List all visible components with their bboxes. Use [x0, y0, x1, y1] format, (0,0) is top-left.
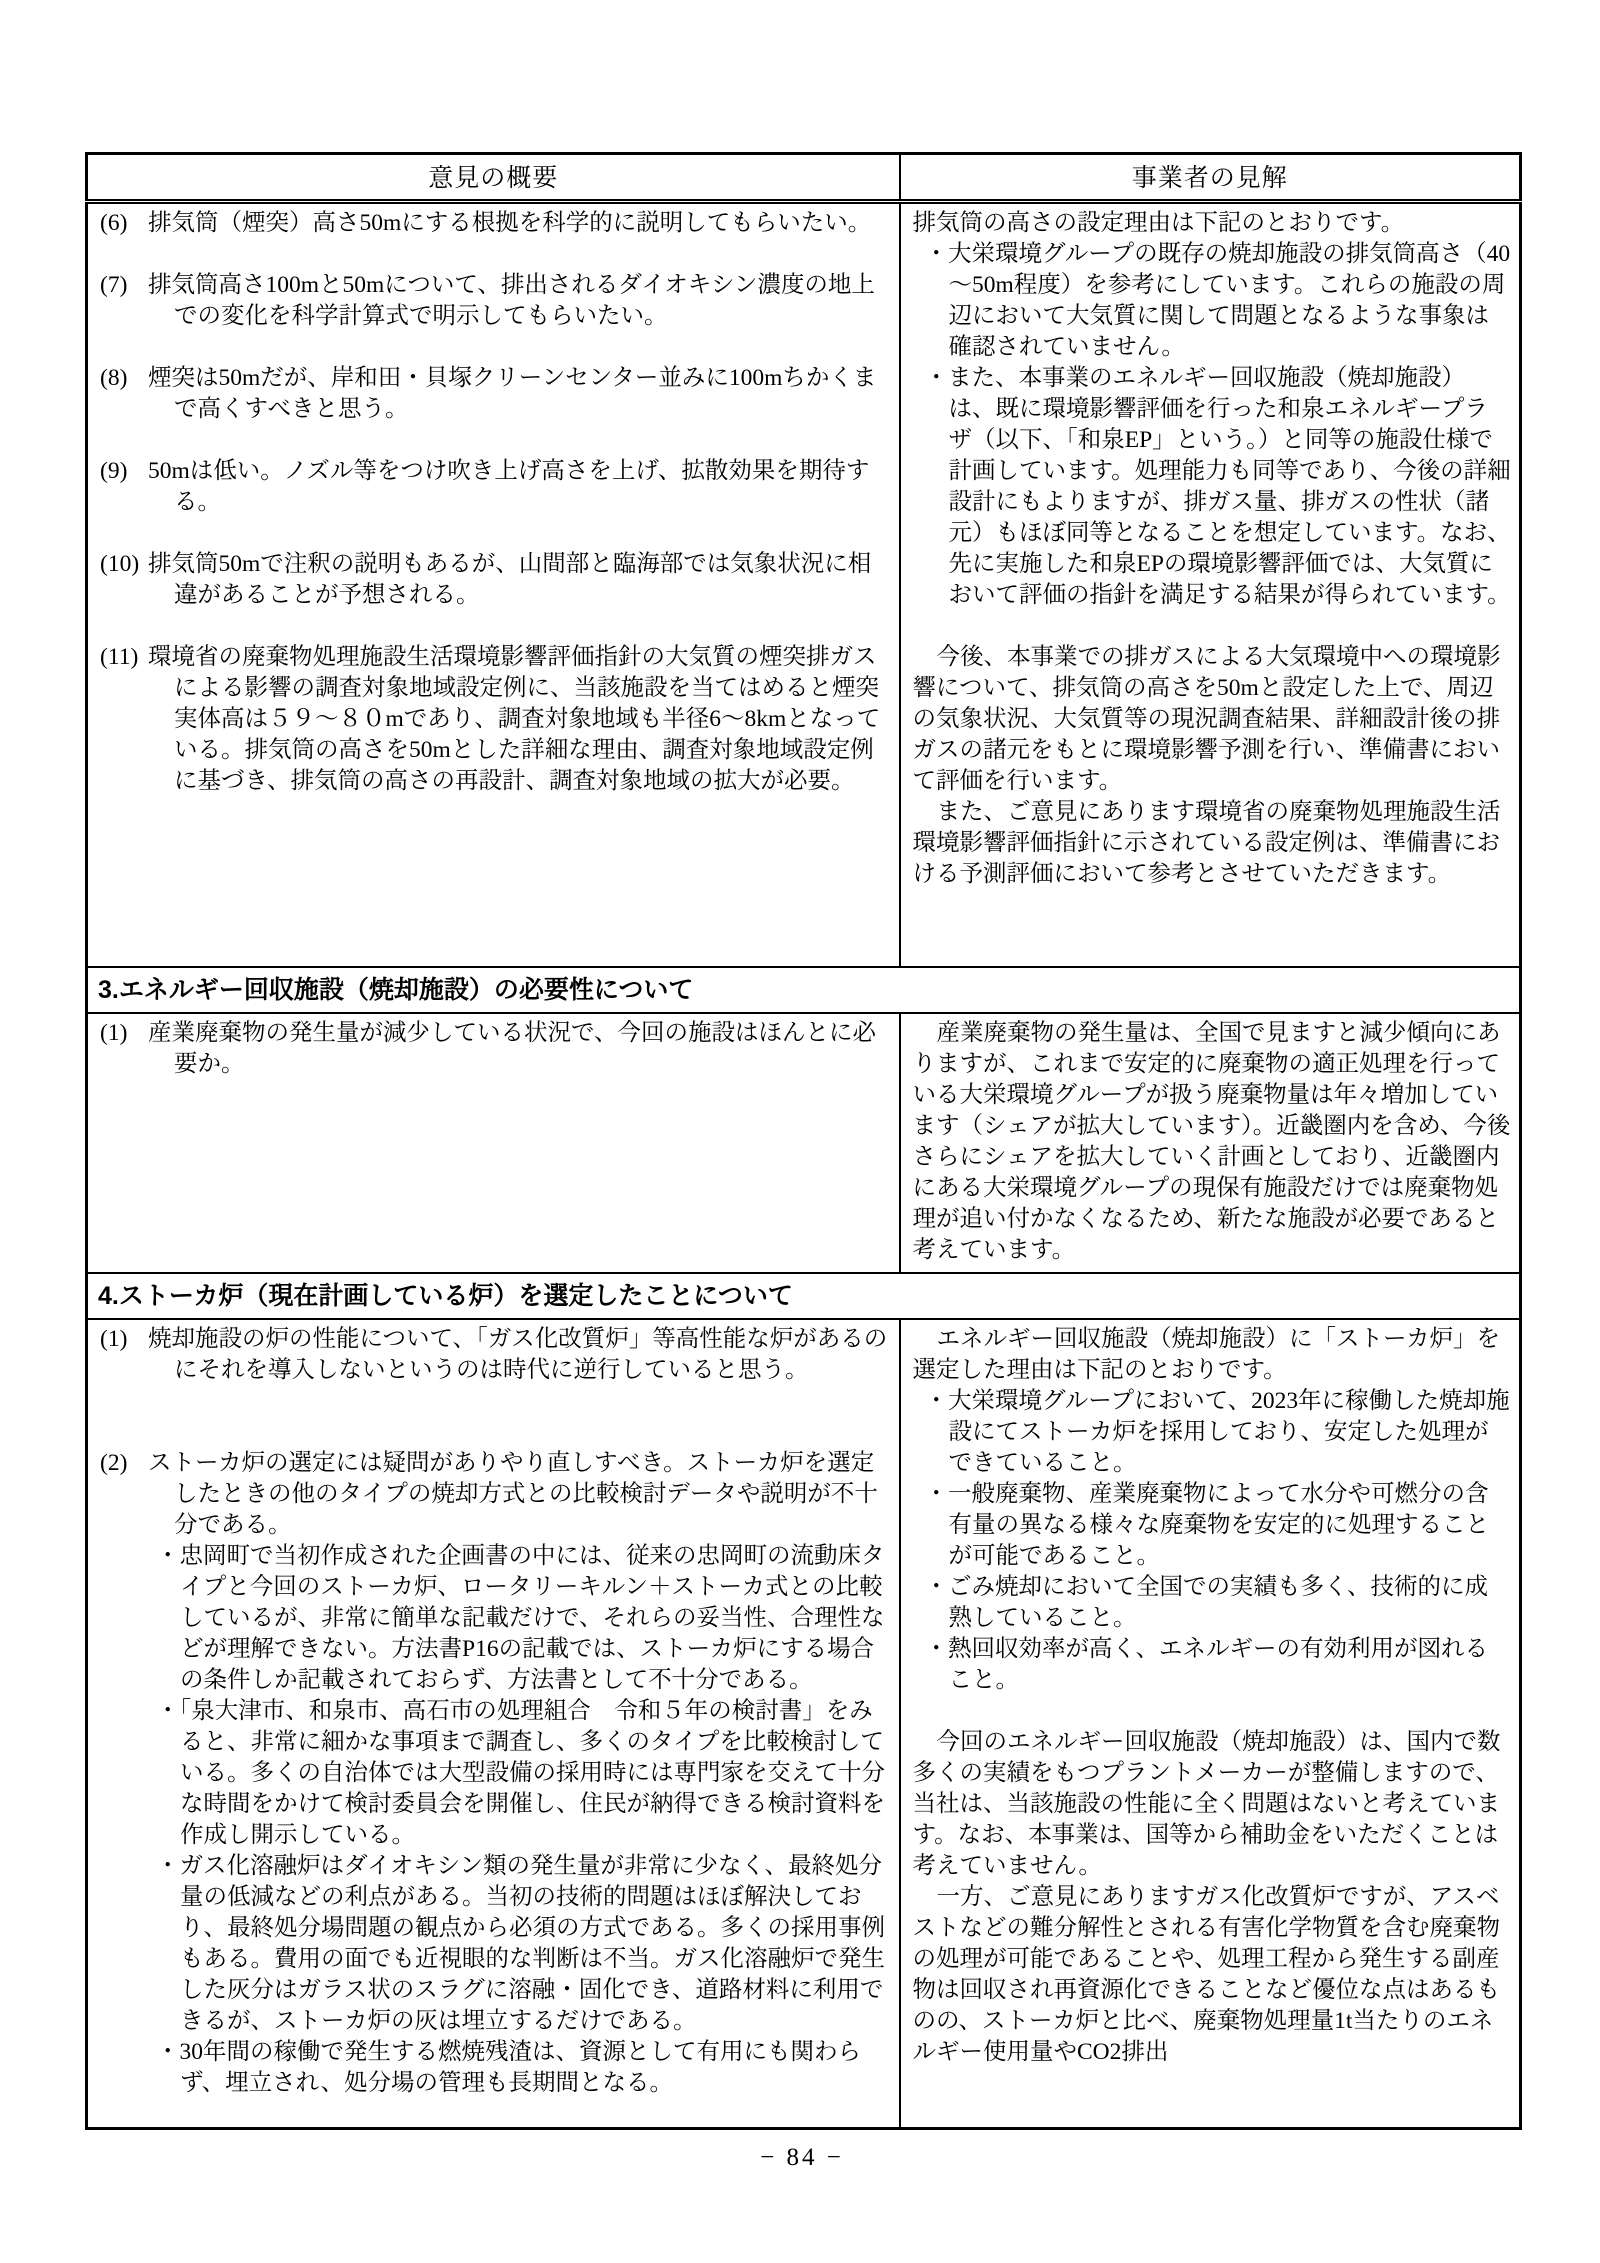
opinion-bullet-residue-landfill: ・30年間の稼働で発生する燃焼残渣は、資源として有用にも関わらず、埋立され、処分場の管理も長期間となる。 [156, 2038, 861, 2096]
opinion-item-furnace-2 [100, 1448, 891, 1541]
opinion-item-furnace-2-label: (2) [100, 1449, 128, 1476]
opinion-item-10-label: (10) [100, 551, 140, 577]
response-bullet-izumi-ep: ・また、本事業のエネルギー回収施設（焼却施設）は、既に環境影響評価を行った和泉エネルギープラザ（以下、「和泉EP」という。）と同等の施設仕様で計画しています。処理能力も同等であり、今後の詳細設計にもよりますが、排ガス量、排ガスの性状（諸元）もほぼ同等となることを想定しています。なお、先に実施した和泉EPの環境影響評価では、大気質において評価の指針を満足する結果が得られています。 [924, 365, 1511, 608]
opinion-item-9-label: (9) [100, 458, 128, 484]
opinion-cell-stack-height [87, 202, 900, 967]
response-bullet-existing-stacks: ・大栄環境グループの既存の焼却施設の排気筒高さ（40～50m程度）を参考にしています。これらの施設の周辺において大気質に関して問題となるような事象は確認されていません。 [924, 241, 1511, 360]
response-paragraph-plant-maker: 今回のエネルギー回収施設（焼却施設）は、国内で数多くの実績をもつプラントメーカーが整備しますので、当社は、当該施設の性能に全く問題はないと考えています。なお、本事業は、国等から補助金をいただくことは考えていません。 [912, 1728, 1501, 1879]
table-header-row [87, 154, 1521, 202]
opinion-item-11 [100, 642, 891, 797]
opinion-item-6-text: 排気筒（煙突）高さ50mにする根拠を科学的に説明してもらいたい。 [148, 210, 872, 236]
opinion-item-necessity-1 [100, 1018, 891, 1080]
response-bullet-various-waste: ・一般廃棄物、産業廃棄物によって水分や可燃分の含有量の異なる様々な廃棄物を安定的に処理することが可能であること。 [924, 1480, 1489, 1569]
opinion-bullet-tadaoka-plan: ・忠岡町で当初作成された企画書の中には、従来の忠岡町の流動床タイプと今回のストーカ炉、ロータリーキルン＋ストーカ式との比較しているが、非常に簡単な記載だけで、それらの妥当性、合理性などが理解できない。方法書P16の記載では、ストーカ炉にする場合の条件しか記載されておらず、方法書として不十分である。 [156, 1542, 885, 1693]
opinion-item-necessity-1-text: 産業廃棄物の発生量が減少している状況で、今回の施設はほんとに必要か。 [148, 1019, 877, 1077]
comment-response-table-grid [85, 152, 1522, 2130]
opinion-item-9 [100, 456, 891, 518]
opinion-cell-furnace-selection [87, 1319, 900, 2129]
response-cell-furnace-selection [900, 1319, 1521, 2129]
response-paragraph-gasification-comparison: 一方、ご意見にありますガス化改質炉ですが、アスベストなどの難分解性とされる有害化学物質を含む廃棄物の処理が可能であることや、処理工程から発生する副産物は回収され再資源化できることなど優位な点はあるものの、ストーカ炉と比べ、廃棄物処理量1t当たりのエネルギー使用量やCO2排出 [912, 1883, 1500, 2065]
opinion-item-8-label: (8) [100, 365, 128, 391]
response-cell-necessity [900, 1013, 1521, 1273]
response-cell-stack-height [900, 202, 1521, 967]
opinion-item-11-text: 環境省の廃棄物処理施設生活環境影響評価指針の大気質の煙突排ガスによる影響の調査対象地域設定例に、当該施設を当てはめると煙突実体高は５９～８０mであり、調査対象地域も半径6～8kmとなっている。排気筒の高さを50mとした詳細な理由、調査対象地域設定例に基づき、排気筒の高さの再設計、調査対象地域の拡大が必要。 [148, 644, 881, 794]
opinion-item-7 [100, 270, 891, 332]
column-header-operator-view: 事業者の見解 [900, 154, 1521, 202]
opinion-item-6 [100, 208, 891, 239]
opinion-item-6-label: (6) [100, 210, 128, 236]
column-header-opinion-summary: 意見の概要 [87, 154, 900, 202]
response-bullet-proven-technology: ・ごみ焼却において全国での実績も多く、技術的に成熟していること。 [924, 1573, 1489, 1631]
opinion-item-10-text: 排気筒50mで注釈の説明もあるが、山間部と臨海部では気象状況に相違があることが予想される。 [148, 551, 872, 608]
response-paragraph-intro: 排気筒の高さの設定理由は下記のとおりです。 [912, 210, 1405, 236]
comment-response-table [85, 152, 1519, 2130]
opinion-item-11-label: (11) [100, 644, 139, 670]
response-paragraph-necessity: 産業廃棄物の発生量は、全国で見ますと減少傾向にありますが、これまで安定的に廃棄物の適正処理を行っている大栄環境グループが扱う廃棄物量は年々増加しています（シェアが拡大しています）。近畿圏内を含め、今後さらにシェアを拡大していく計画としており、近畿圏内にある大栄環境グループの現保有施設だけでは廃棄物処理が追い付かなくなるため、新たな施設が必要であると考えています。 [912, 1019, 1511, 1263]
opinion-item-furnace-2-text: ストーカ炉の選定には疑問がありやり直しすべき。ストーカ炉を選定したときの他のタイプの焼却方式との比較検討データや説明が不十分である。 [148, 1449, 878, 1538]
opinion-bullet-gasification-melting: ・ガス化溶融炉はダイオキシン類の発生量が非常に少なく、最終処分量の低減などの利点がある。当初の技術的問題はほぼ解決しており、最終処分場問題の観点から必須の方式である。多くの採用事例もある。費用の面でも近視眼的な判断は不当。ガス化溶融炉で発生した灰分はガラス状のスラグに溶融・固化でき、道路材料に利用できるが、ストーカ炉の灰は埋立するだけである。 [156, 1852, 885, 2034]
opinion-item-7-label: (7) [100, 272, 128, 298]
table-row-stack-height [87, 202, 1521, 967]
opinion-item-10 [100, 549, 891, 611]
response-paragraph-future-assessment: 今後、本事業での排ガスによる大気環境中への環境影響について、排気筒の高さを50mと設定した上で、周辺の気象状況、大気質等の現況調査結果、詳細設計後の排ガスの諸元をもとに環境影響予測を行い、準備書において評価を行います。 [912, 644, 1501, 794]
opinion-item-furnace-1-label: (1) [100, 1325, 128, 1352]
opinion-item-furnace-1 [100, 1324, 891, 1386]
table-row-furnace-selection [87, 1319, 1521, 2129]
section-header-row-3 [87, 967, 1521, 1013]
opinion-item-furnace-1-text: 焼却施設の炉の性能について、「ガス化改質炉」等高性能な炉があるのにそれを導入しないというのは時代に逆行していると思う。 [148, 1325, 888, 1383]
opinion-item-9-text: 50mは低い。ノズル等をつけ吹き上げ高さを上げ、拡散効果を期待する。 [148, 458, 870, 515]
section-title-3-necessity: 3.エネルギー回収施設（焼却施設）の必要性について [87, 967, 1521, 1013]
page-number: − 84 − [760, 2144, 844, 2171]
response-bullet-2023-plant: ・大栄環境グループにおいて、2023年に稼働した焼却施設にてストーカ炉を採用しており、安定した処理ができていること。 [924, 1387, 1510, 1476]
opinion-cell-necessity [87, 1013, 900, 1273]
response-bullet-heat-recovery: ・熱回収効率が高く、エネルギーの有効利用が図れること。 [924, 1635, 1489, 1693]
opinion-bullet-izumiotsu-review: ・「泉大津市、和泉市、高石市の処理組合 令和５年の検討書」をみると、非常に細かな事項まで調査し、多くのタイプを比較検討している。多くの自治体では大型設備の採用時には専門家を交えて十分な時間をかけて検討委員会を開催し、住民が納得できる検討資料を作成し開示している。 [156, 1697, 885, 1848]
opinion-item-8-text: 煙突は50mだが、岸和田・貝塚クリーンセンター並みに100mちかくまで高くすべきと思う。 [148, 365, 877, 422]
section-header-row-4 [87, 1273, 1521, 1319]
response-paragraph-stoker-reason-intro: エネルギー回収施設（焼却施設）に「ストーカ炉」を選定した理由は下記のとおりです。 [912, 1325, 1501, 1383]
table-row-necessity [87, 1013, 1521, 1273]
opinion-item-necessity-1-label: (1) [100, 1019, 128, 1046]
response-paragraph-guideline-reference: また、ご意見にあります環境省の廃棄物処理施設生活環境影響評価指針に示されている設定例は、準備書における予測評価において参考とさせていただきます。 [912, 799, 1501, 887]
section-title-4-stoker-furnace: 4.ストーカ炉（現在計画している炉）を選定したことについて [87, 1273, 1521, 1319]
opinion-item-7-text: 排気筒高さ100mと50mについて、排出されるダイオキシン濃度の地上での変化を科学計算式で明示してもらいたい。 [148, 272, 875, 329]
opinion-item-8 [100, 363, 891, 425]
